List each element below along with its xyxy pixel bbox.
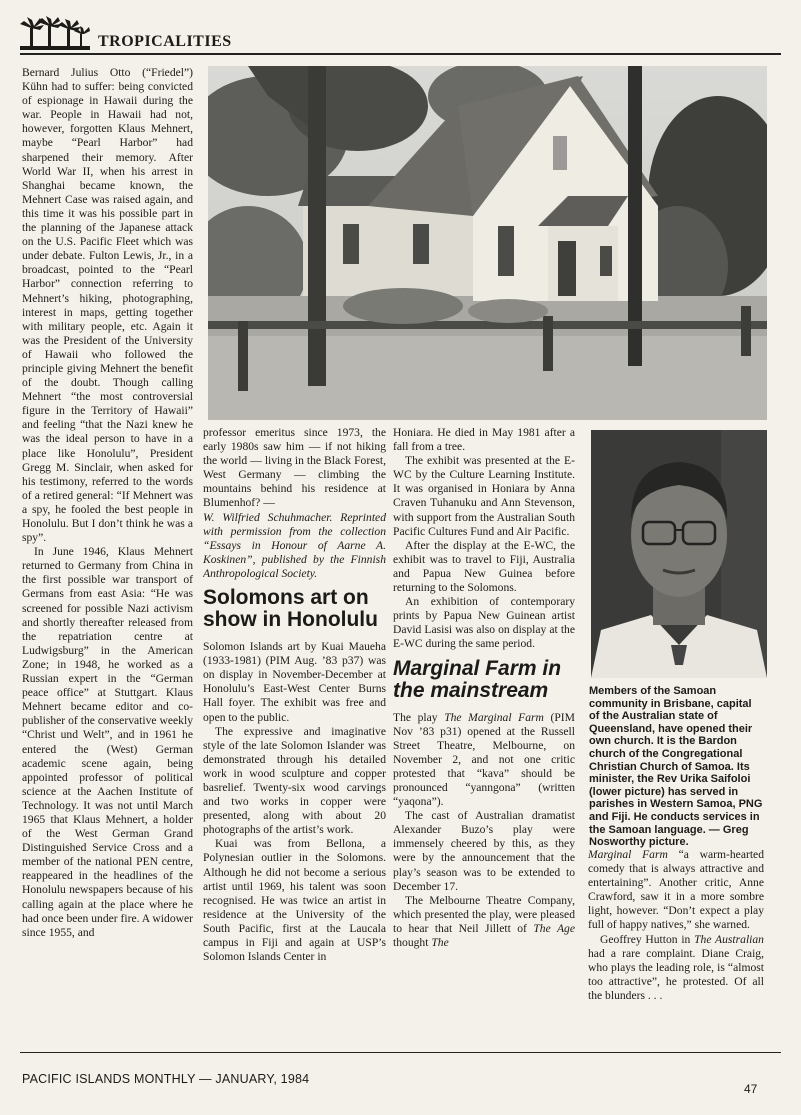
text-run: The play: [393, 710, 445, 724]
text-run: Geoffrey Hutton in: [600, 932, 695, 946]
paragraph: [588, 933, 764, 1003]
article-headline-solomons: Solomons art on show in Honolulu: [203, 586, 378, 632]
paragraph: [588, 848, 764, 933]
text-run: “a warm-hearted comedy that is always attractive and entertaining”. Another critic, Anne Crawford, saw it in a more sombre light, however. “Don’t expect a play full of happy natives,” she warned.: [588, 848, 764, 932]
church-photo: [208, 66, 767, 420]
paragraph: The cast of Australian dramatist Alexander Buzo’s play were immensely cheered by this, as they were by the announcement that the play’s season was to be extended to December 17.: [393, 809, 575, 893]
text-run: (PIM Nov ’83 p31) opened at the Russell Street Theatre, Melbourne, on November 2, and not one critic protested that “kava” should be pronounced “yanngona” (written “yaqona”).: [393, 710, 575, 809]
column-4: [588, 848, 764, 1038]
column-2: [203, 426, 386, 1038]
photo-caption: Members of the Samoan community in Brisbane, capital of the Australian state of Queensland, have opened their own church. It is the Bardon church of the Congregational Christian Church of Samoa. Its minister, the Rev Urika Saifoloi (lower picture) has served in parishes in Western Samoa, PNG and Fiji. He conducts services in the Samoan language. — Greg Nosworthy picture.: [589, 685, 763, 849]
newspaper-title: The Age: [533, 921, 575, 935]
play-title: Marginal Farm: [588, 848, 668, 861]
publication-footer: PACIFIC ISLANDS MONTHLY — JANUARY, 1984: [22, 1072, 310, 1086]
paragraph: Solomon Islands art by Kuai Maueha (1933-1981) (PIM Aug. ’83 p37) was on display in November-December at Honolulu’s East-West Center Burns Hall foyer. The exhibit was free and open to the public.: [203, 640, 386, 724]
text-run: thought: [393, 936, 432, 949]
author-credit: W. Wilfried Schuhmacher. Reprinted with permission from the collection “Essays in Honour of Aarne A. Koskinen”, published by the Finnish Anthropological Society.: [203, 510, 386, 580]
article-headline-marginal-farm: Marginal Farm in the mainstream: [393, 656, 562, 702]
paragraph: professor emeritus since 1973, the early 1980s saw him — if not hiking the world — living in the Black Forest, West Germany — climbing the mountains behind his residence at Blumenhof? —: [203, 426, 386, 510]
paragraph: An exhibition of contemporary prints by Papua New Guinean artist David Lasisi was also on display at the E-WC during the same period.: [393, 595, 575, 651]
paragraph: The expressive and imaginative style of the late Solomon Islander was demonstrated through his detailed work in wood sculpture and copper basrelief. Twenty-six wood carvings and two works in copper were presented, along with about 20 photographs of the artist’s work.: [203, 724, 386, 837]
paragraph: [393, 711, 575, 810]
play-title: The Marginal Farm: [444, 710, 544, 724]
footer-rule: [20, 1052, 781, 1053]
paragraph: [393, 894, 575, 950]
text-run: had a rare complaint. Diane Craig, who plays the leading role, is “almost too attractive”, he protested. Of all the blunders . . .: [588, 946, 764, 1002]
paragraph: Honiara. He died in May 1981 after a fall from a tree.: [393, 426, 575, 454]
section-title: TROPICALITIES: [98, 33, 232, 50]
paragraph: Kuai was from Bellona, a Polynesian outlier in the Solomons. Although he did not become a serious artist until 1969, his talent was soon recognised. He was twice an artist in residence at the University of the South Pacific, first at the Laucala campus in Fiji and again at USP’s Solomon Islands Center in: [203, 837, 386, 964]
paragraph: After the display at the E-WC, the exhibit was to travel to Fiji, Australia and Papua New Guinea before returning to the Solomons.: [393, 538, 575, 595]
newspaper-title: The Australian: [694, 932, 764, 946]
paragraph: In June 1946, Klaus Mehnert returned to Germany from China in the first possible war transport of Germans from east Asia: “He was screened for possible Nazi activism and shortly thereafter released from the repatriation centre at Ludwigsburg” in the American Zone; in 1948, he worked as a Russian expert in the “German peace office” at Stuttgart. Klaus Mehnert became editor and co-publisher of the conservative weekly “Christ und Welt”, and in 1961 he entered the (West) German academic scene again, being appointed professor of political science at the Aachen Institute of Technology. It was not until March 1965 that Klaus Mehnert, a holder of the West German Grand Distinguished Service Cross and a member of the national PEN centre, reappeared in the headlines of the Honolulu newspapers because of his calling again at the place where he had once been under fire. A widower since 1955, and: [22, 545, 193, 939]
header-rule: [20, 53, 781, 55]
column-1: [22, 66, 193, 1036]
paragraph: The exhibit was presented at the E-WC by the Culture Learning Institute. It was organised in Honiara by Anna Craven Tuhanuku and Ann Stevenson, with support from the Australian South Pacific Cultures Fund and Air Pacific.: [393, 454, 575, 538]
column-3: [393, 426, 575, 1038]
paragraph: Bernard Julius Otto (“Friedel”) Kühn had to suffer: being convicted of espionage in Hawaii during the war. People in Hawaii had not, however, forgotten Klaus Mehnert, maybe “Pearl Harbor” had sharpened their memory. After World War II, when his arrest in Shanghai became known, the Mehnert Case was raised again, and this time it was his possible part in the planning of the Japanese attack on the U.S. Pacific Fleet which was under debate. Fulton Lewis, Jr., in a broadcast, pointed to the “Pearl Harbor” connection referring to Mehnert’s hiking, photographing, interest in maps, getting together with military people, etc. Again it was the President of the University of Hawaii who followed the principle giving Mehnert the benefit of the doubt. Though calling Mehnert “the most controversial figure in the Territory of Hawaii” and feeling “that the Nazi knew he was the ideal person to have in a place like Honolulu”, President Gregg M. Sinclair, when asked for his testimony, referred to the words of a retired general: “If Mehnert was a spy, he fooled the best people in Honolulu. But I don’t think he was a spy”.: [22, 66, 193, 545]
text-run: The Melbourne Theatre Company, which presented the play, were pleased to hear that Neil Jillett of: [393, 893, 575, 935]
page-number: 47: [744, 1082, 758, 1096]
palm-trees-logo: [20, 16, 90, 54]
play-title: The: [431, 936, 449, 949]
minister-portrait-photo: [591, 430, 767, 678]
